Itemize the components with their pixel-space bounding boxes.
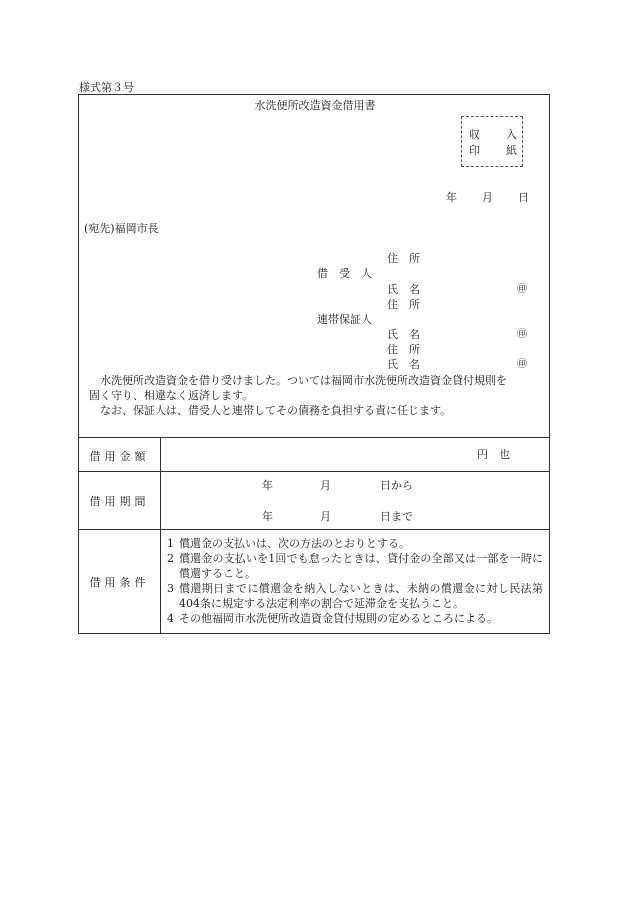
condition-text: 償還期日までに償還金を納入しないときは、未納の償還金に対し民法第404条に規定する法定利率の割合で延滞金を支払うこと。 [179,582,543,610]
borrower-label: 借 受 人 [317,267,372,280]
amount-label: 借用金額 [89,450,150,463]
period-to-day: 日まで [380,510,413,523]
form-number: 様式第３号 [79,81,134,94]
guarantor2-name-label: 氏 名 [387,358,420,371]
condition-item [167,581,543,611]
document-title: 水洗便所改造資金借用書 [254,99,376,112]
condition-item [167,536,543,551]
guarantor-address-label: 住 所 [387,298,420,311]
condition-item [167,551,543,581]
date-year: 年 [446,191,457,204]
date-day: 日 [518,191,529,204]
amount-unit: 円 也 [477,448,510,461]
body-text [89,373,544,418]
guarantor-name-label: 氏 名 [387,328,420,341]
row-divider [79,529,549,530]
condition-number: 1 [167,537,174,550]
body-line: 水洗便所改造資金を借り受けました。ついては福岡市水洗便所改造資金貸付規則を [100,374,507,387]
stamp-char: 収 [469,128,480,141]
period-to-month: 月 [320,510,331,523]
addressee: (宛先)福岡市長 [84,222,159,235]
body-line: なお、保証人は、借受人と連帯してその債務を負担する責に任じます。 [100,404,452,417]
seal-mark: ㊞ [517,359,527,370]
period-from-year: 年 [262,479,273,492]
condition-number: 3 [167,582,174,595]
condition-number: 2 [167,552,174,565]
stamp-char: 印 [469,144,480,157]
guarantor-label: 連帯保証人 [317,313,372,326]
table-top-border [79,437,549,438]
row-divider [79,471,549,472]
condition-number: 4 [167,612,174,625]
condition-text: 償還金の支払いは、次の方法のとおりとする。 [179,537,410,550]
period-to-year: 年 [262,510,273,523]
period-from-day: 日から [380,479,413,492]
loan-form [78,94,550,634]
period-from-month: 月 [320,479,331,492]
revenue-stamp-box [461,116,523,167]
body-line: 固く守り、相違なく返済します。 [89,389,254,402]
stamp-char: 紙 [506,144,517,157]
conditions-list [167,536,543,626]
date-month: 月 [482,191,493,204]
seal-mark: ㊞ [517,284,527,295]
seal-mark: ㊞ [517,329,527,340]
label-column-divider [160,437,161,633]
borrower-address-label: 住 所 [387,252,420,265]
condition-item [167,611,543,626]
condition-text: 償還金の支払いを1回でも怠ったときは、貸付金の全部又は一部を一時に償還すること。 [179,552,543,580]
conditions-label: 借用条件 [89,576,150,589]
condition-text: その他福岡市水洗便所改造資金貸付規則の定めるところによる。 [179,612,498,625]
period-label: 借用期間 [89,495,150,508]
borrower-name-label: 氏 名 [387,283,420,296]
stamp-char: 入 [506,128,517,141]
guarantor2-address-label: 住 所 [387,343,420,356]
